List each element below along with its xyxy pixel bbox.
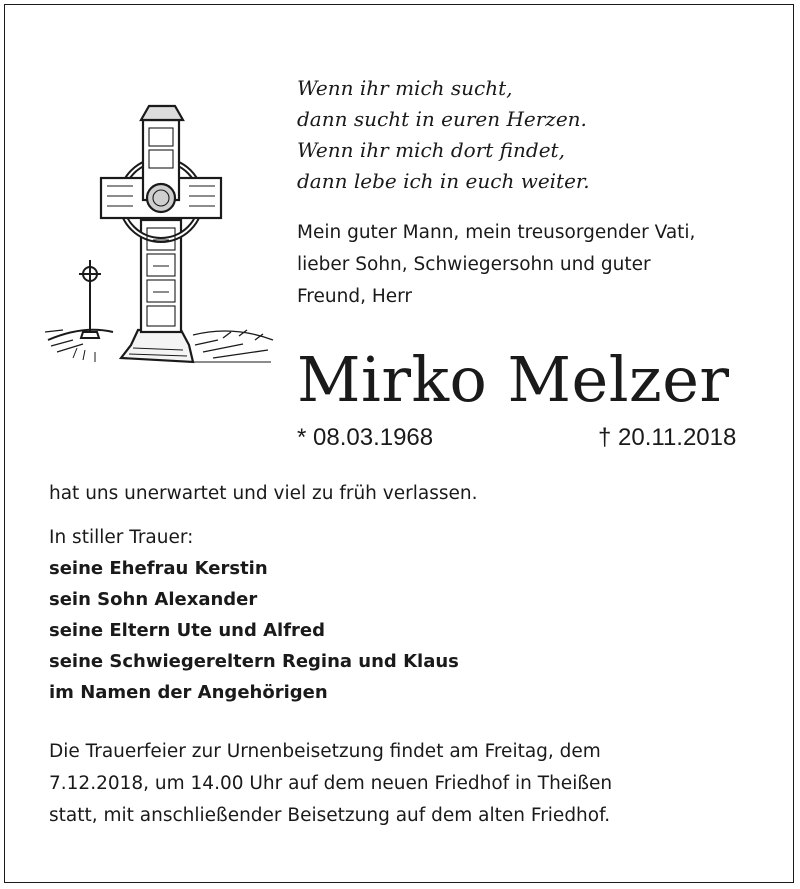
mourner-name: seine Eltern Ute und Alfred <box>49 620 325 641</box>
funeral-line: statt, mit anschließender Beisetzung auf dem alten Friedhof. <box>49 805 611 826</box>
poem-line: Wenn ihr mich dort findet, <box>297 138 565 162</box>
obituary-frame <box>4 4 794 883</box>
death-date: † 20.11.2018 <box>598 424 737 451</box>
deceased-name: Mirko Melzer <box>297 343 730 416</box>
poem <box>297 73 590 197</box>
mourner-name: im Namen der Angehörigen <box>49 682 328 703</box>
funeral-line: 7.12.2018, um 14.00 Uhr auf dem neuen Friedhof in Theißen <box>49 773 613 794</box>
celtic-cross-icon <box>43 100 283 400</box>
mourners-list <box>49 522 459 708</box>
funeral-line: Die Trauerfeier zur Urnenbeisetzung findet am Freitag, dem <box>49 741 601 762</box>
funeral-notice <box>49 736 612 832</box>
mourner-name: sein Sohn Alexander <box>49 589 258 610</box>
mourner-name: seine Ehefrau Kerstin <box>49 558 268 579</box>
intro-text <box>297 217 695 313</box>
intro-line: Mein guter Mann, mein treusorgender Vati, <box>297 222 696 243</box>
mourners-heading: In stiller Trauer: <box>49 527 194 548</box>
passing-text: hat uns unerwartet und viel zu früh verlassen. <box>49 483 478 504</box>
poem-line: dann sucht in euren Herzen. <box>297 107 587 131</box>
intro-line: Freund, Herr <box>297 286 413 307</box>
poem-line: dann lebe ich in euch weiter. <box>297 169 590 193</box>
intro-line: lieber Sohn, Schwiegersohn und guter <box>297 254 651 275</box>
poem-line: Wenn ihr mich sucht, <box>297 76 513 100</box>
birth-date: * 08.03.1968 <box>297 424 434 451</box>
mourner-name: seine Schwiegereltern Regina und Klaus <box>49 651 459 672</box>
